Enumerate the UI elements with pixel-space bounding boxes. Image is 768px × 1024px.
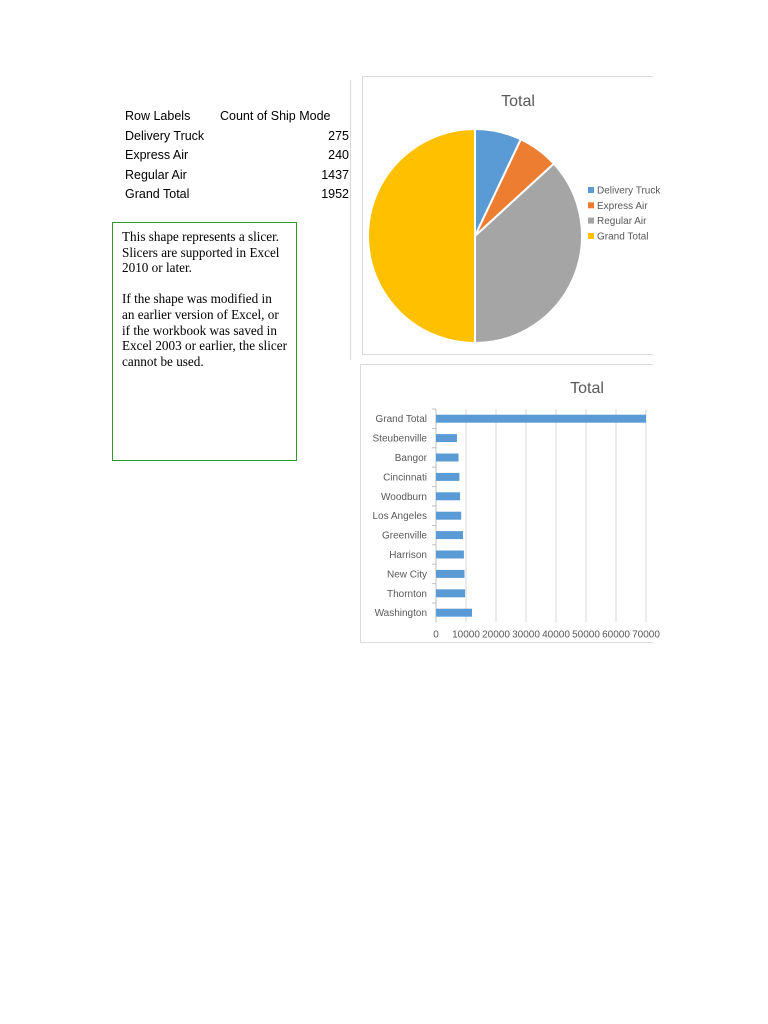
pivot-row-label: Express Air — [125, 148, 189, 162]
bar-chart-bar — [436, 551, 464, 559]
pivot-row[interactable] — [118, 127, 353, 147]
column-divider — [350, 80, 351, 360]
bar-chart-category-label: Cincinnati — [383, 472, 427, 484]
bar-chart-x-tick: 30000 — [512, 629, 540, 641]
pie-legend-swatch — [588, 202, 594, 208]
bar-chart-bar — [436, 609, 472, 617]
bar-chart-bar — [436, 531, 463, 539]
bar-chart-category-label: Washington — [374, 608, 427, 620]
bar-chart-bar — [436, 570, 465, 578]
bar-chart-category-label: Woodburn — [381, 491, 427, 503]
pivot-row-label: Grand Total — [125, 187, 190, 201]
slicer-text-1: This shape represents a slicer. Slicers are supported in Excel 2010 or later. — [122, 229, 280, 276]
pivot-row-label: Regular Air — [125, 167, 187, 182]
slicer-text-2: If the shape was modified in an earlier version of Excel, or if the workbook was saved in Excel 2003 or earlier, the slicer cannot be used. — [122, 291, 287, 369]
bar-chart-bar — [436, 512, 461, 520]
bar-chart-bar — [436, 434, 457, 442]
bar-chart-bar — [436, 492, 460, 500]
bar-chart-x-tick: 0 — [433, 629, 439, 641]
pivot-header-row — [118, 107, 353, 127]
bar-chart-svg — [361, 365, 660, 644]
pivot-header-value[interactable]: Count of Ship Mode — [220, 109, 331, 123]
bar-chart-x-tick: 60000 — [602, 629, 630, 641]
pivot-row-label: Delivery Truck — [125, 128, 205, 143]
pivot-row-value: 1952 — [321, 187, 349, 201]
bar-chart-x-tick: 50000 — [572, 629, 600, 641]
bar-chart-category-label: New City — [386, 569, 427, 581]
bar-chart-category-label: Los Angeles — [372, 511, 427, 523]
pie-legend-label: Regular Air — [597, 216, 647, 228]
pivot-row[interactable] — [118, 146, 353, 166]
pie-chart[interactable] — [362, 76, 661, 355]
slicer-placeholder[interactable] — [112, 222, 297, 461]
pivot-row-value: 1437 — [321, 167, 349, 182]
bar-chart-bar — [436, 589, 465, 597]
pie-slice — [368, 129, 475, 343]
bar-chart-category-label: Harrison — [389, 550, 427, 561]
pie-legend-label: Grand Total — [597, 231, 649, 243]
pivot-table — [118, 107, 353, 205]
bar-chart-x-tick: 70000 — [632, 629, 660, 641]
bar-chart-category-label: Steubenville — [372, 433, 427, 445]
pivot-grand-total-row[interactable] — [118, 185, 353, 205]
pivot-row-value: 240 — [328, 148, 349, 162]
pivot-row[interactable] — [118, 166, 353, 186]
pie-chart-title: Total — [501, 93, 535, 110]
bar-chart-x-tick: 40000 — [542, 629, 570, 641]
bar-chart-x-tick: 10000 — [452, 629, 480, 641]
bar-chart-category-label: Thornton — [386, 588, 427, 600]
bar-chart-category-label: Grand Total — [375, 414, 427, 426]
bar-chart-bar — [436, 454, 459, 462]
pivot-header-label[interactable]: Row Labels — [125, 109, 191, 123]
bar-chart-title: Total — [570, 380, 604, 397]
bar-chart-bar — [436, 473, 459, 481]
pie-legend-swatch — [588, 218, 594, 224]
bar-chart[interactable] — [360, 364, 660, 643]
pie-chart-svg — [363, 77, 661, 356]
pie-legend-swatch — [588, 187, 594, 193]
bar-chart-category-label: Greenville — [381, 530, 427, 542]
pie-legend-label: Delivery Truck — [597, 185, 661, 197]
bar-chart-category-label: Bangor — [394, 453, 427, 464]
pie-legend-swatch — [588, 233, 594, 239]
pivot-row-value: 275 — [328, 128, 349, 143]
bar-chart-bar — [436, 415, 646, 423]
pie-legend-label: Express Air — [597, 200, 648, 212]
bar-chart-x-tick: 20000 — [482, 629, 510, 641]
